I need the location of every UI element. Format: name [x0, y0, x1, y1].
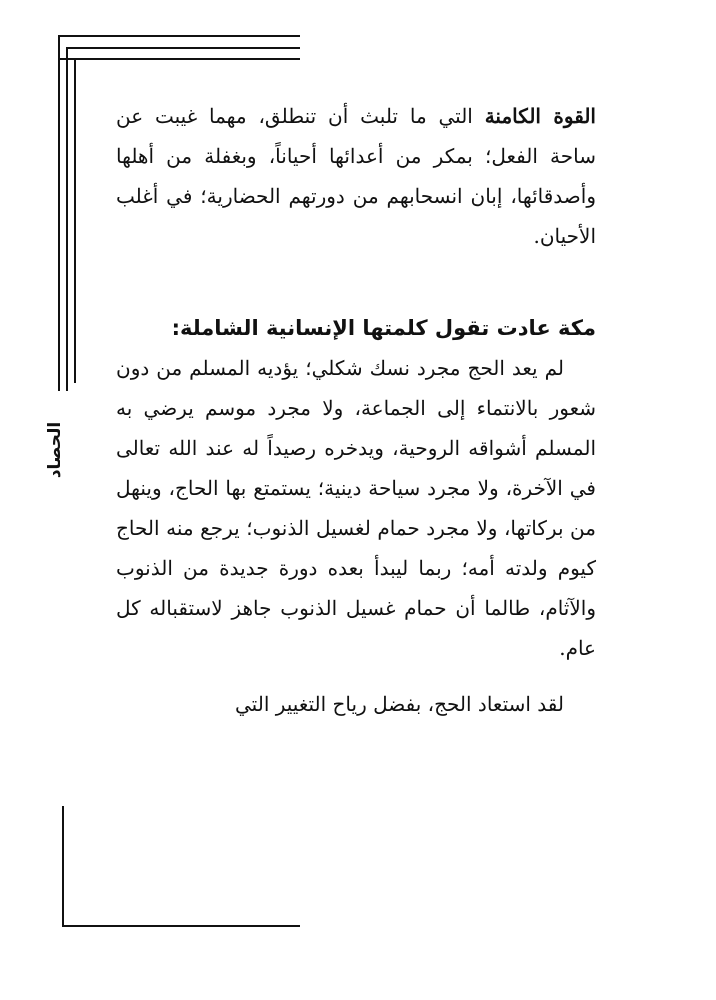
section-heading: مكة عادت تقول كلمتها الإنسانية الشاملة: — [171, 316, 596, 340]
frame-line-top-middle — [66, 47, 300, 49]
frame-line-left-outer — [58, 35, 60, 391]
paragraph-last: لقد استعاد الحج، بفضل رياح التغيير التي — [235, 692, 564, 716]
paragraph-continuation-text: التي ما تلبث أن تنطلق، مهما غيبت عن ساحة الفعل؛ بمكر من أعدائها أحياناً، وبغفلة من أهلها وأصدقائها، إبان انسحابهم من دورتهم الحضارية؛ في أغلب الأحيان. — [116, 104, 596, 248]
frame-line-bottom-vertical — [62, 806, 64, 926]
running-header — [40, 400, 70, 500]
paragraph-continuation — [116, 96, 596, 256]
frame-line-top-inner — [60, 58, 300, 60]
frame-line-bottom-horizontal — [62, 925, 300, 927]
paragraph-hajj: لم يعد الحج مجرد نسك شكلي؛ يؤديه المسلم من دون شعور بالانتماء إلى الجماعة، ولا مجرد موسم يرضي به المسلم أشواقه الروحية، ويدخره رصيداً له عند الله تعالى في الآخرة، ولا مجرد سياحة دينية؛ يستمتع بها الحاج، وينهل من بركاتها، ولا مجرد حمام لغسيل الذنوب؛ يرجع منه الحاج كيوم ولدته أمه؛ ربما ليبدأ بعده دورة جديدة من الذنوب والآثام، طالما أن حمام غسيل الذنوب جاهز لاستقباله كل عام. — [116, 356, 596, 660]
page-body — [116, 96, 596, 724]
frame-line-left-inner — [74, 58, 76, 383]
running-header-text: الحصاد — [45, 421, 66, 479]
bold-lead-phrase: القوة الكامنة — [484, 104, 596, 128]
frame-line-top-outer — [58, 35, 300, 37]
frame-line-left-middle — [66, 47, 68, 391]
